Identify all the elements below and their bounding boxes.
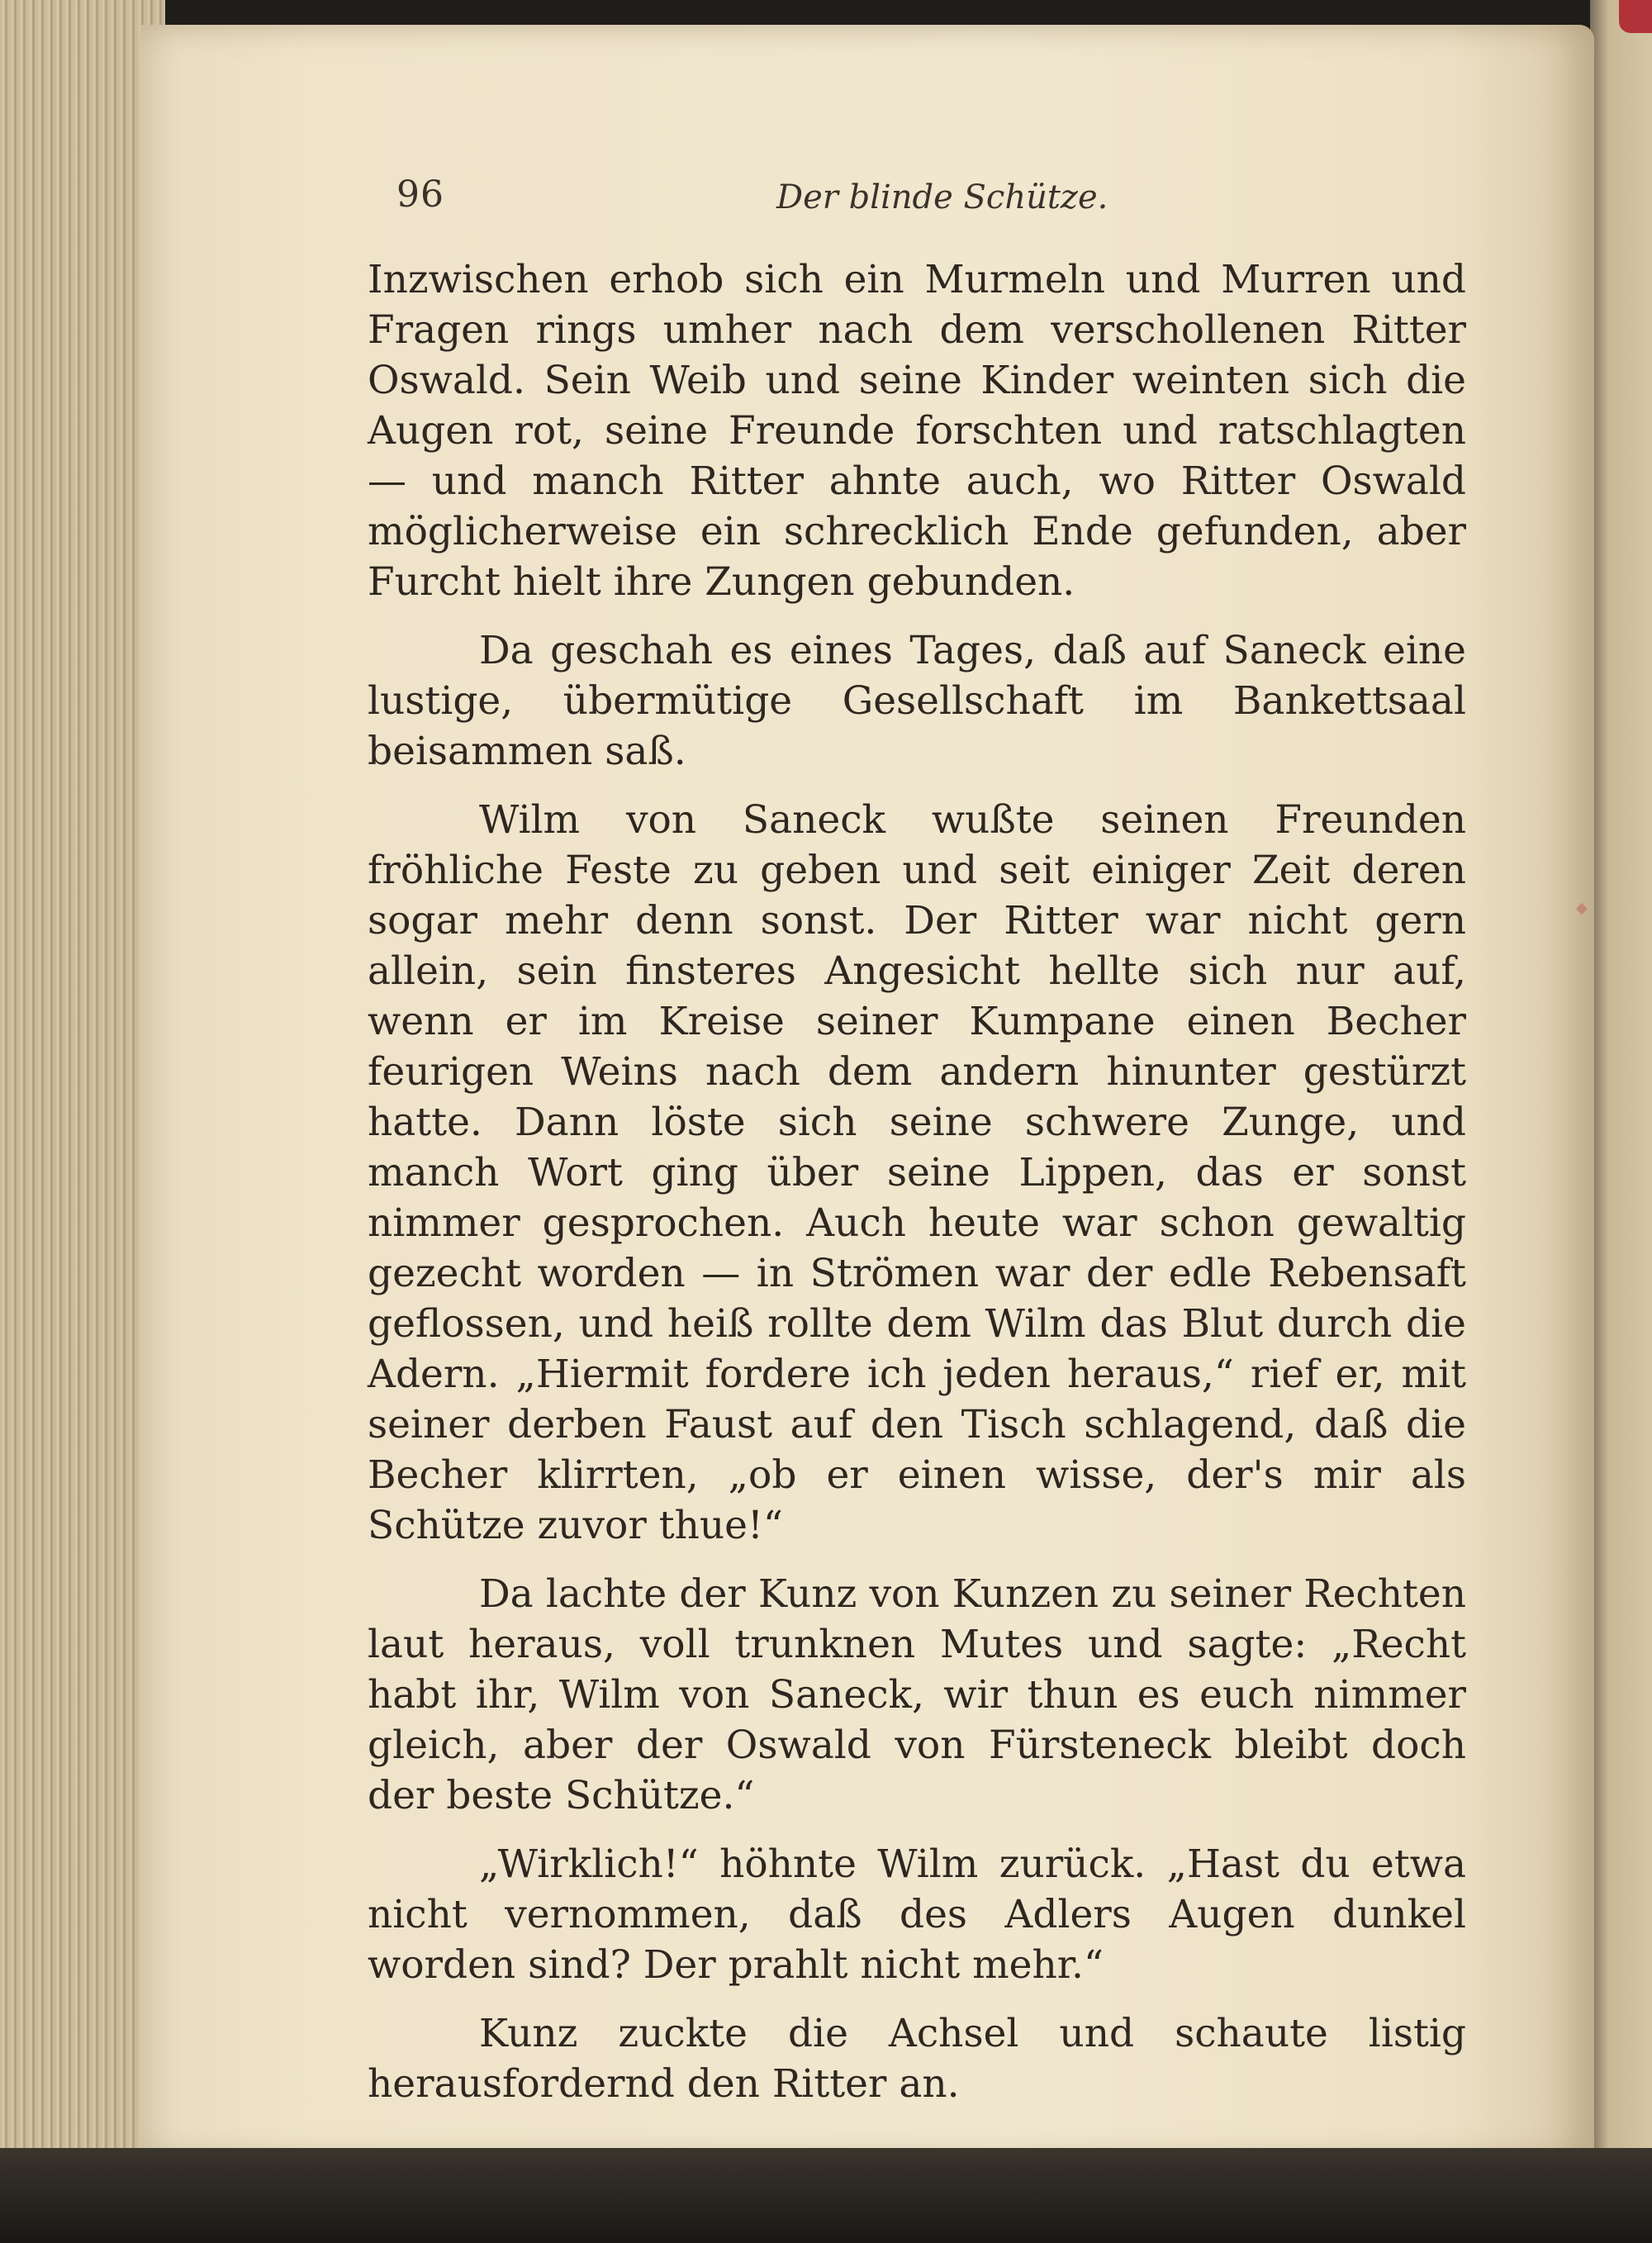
paragraph: Da lachte der Kunz von Kunzen zu seiner Rechten laut heraus, voll trunknen Mutes und sagte: „Recht habt ihr, Wilm von Saneck, wir thun es euch nimmer gleich, aber der Oswald von Fürsteneck bleibt doch der beste Schütze.“	[368, 1571, 1466, 1818]
paragraph: Kunz zuckte die Achsel und schaute listig herausfordernd den Ritter an.	[368, 2011, 1466, 2107]
page-number: 96	[396, 173, 444, 216]
scan-bottom-shadow	[0, 2148, 1652, 2243]
paragraph: Inzwischen erhob sich ein Murmeln und Murren und Fragen rings umher nach dem verschollenen Ritter Oswald. Sein Weib und seine Kinder weinten sich die Augen rot, seine Freunde forschten und ratschlagten — und manch Ritter ahnte auch, wo Ritter Oswald möglicherweise ein schrecklich Ende gefunden, aber Furcht hielt ihre Zungen gebunden.	[368, 257, 1466, 605]
running-head: Der blinde Schütze.	[776, 178, 1108, 216]
red-cover-corner	[1619, 0, 1652, 33]
paragraph: Wilm von Saneck wußte seinen Freunden fröhliche Feste zu geben und seit einiger Zeit deren sogar mehr denn sonst. Der Ritter war nicht gern allein, sein finsteres Angesicht hellte sich nur auf, wenn er im Kreise seiner Kumpane einen Becher feurigen Weins nach dem andern hinunter gestürzt hatte. Dann löste sich seine schwere Zunge, und manch Wort ging über seine Lippen, das er sonst nimmer gesprochen. Auch heute war schon gewaltig gezecht worden — in Strömen war der edle Rebensaft geflossen, und heiß rollte dem Wilm das Blut durch die Adern. „Hiermit fordere ich jeden heraus,“ rief er, mit seiner derben Faust auf den Tisch schlagend, daß die Becher klirrten, „ob er einen wisse, der's mir als Schütze zuvor thue!“	[368, 797, 1466, 1548]
paragraph: „Wirklich!“ höhnte Wilm zurück. „Hast du etwa nicht vernommen, daß des Adlers Augen dunkel worden sind? Der prahlt nicht mehr.“	[368, 1841, 1466, 1988]
body-text	[368, 254, 1466, 2127]
page-header	[396, 173, 1470, 223]
facing-page-edge	[1590, 0, 1652, 2198]
paragraph: Da geschah es eines Tages, daß auf Saneck eine lustige, übermütige Gesellschaft im Bankettsaal beisammen saß.	[368, 628, 1466, 774]
